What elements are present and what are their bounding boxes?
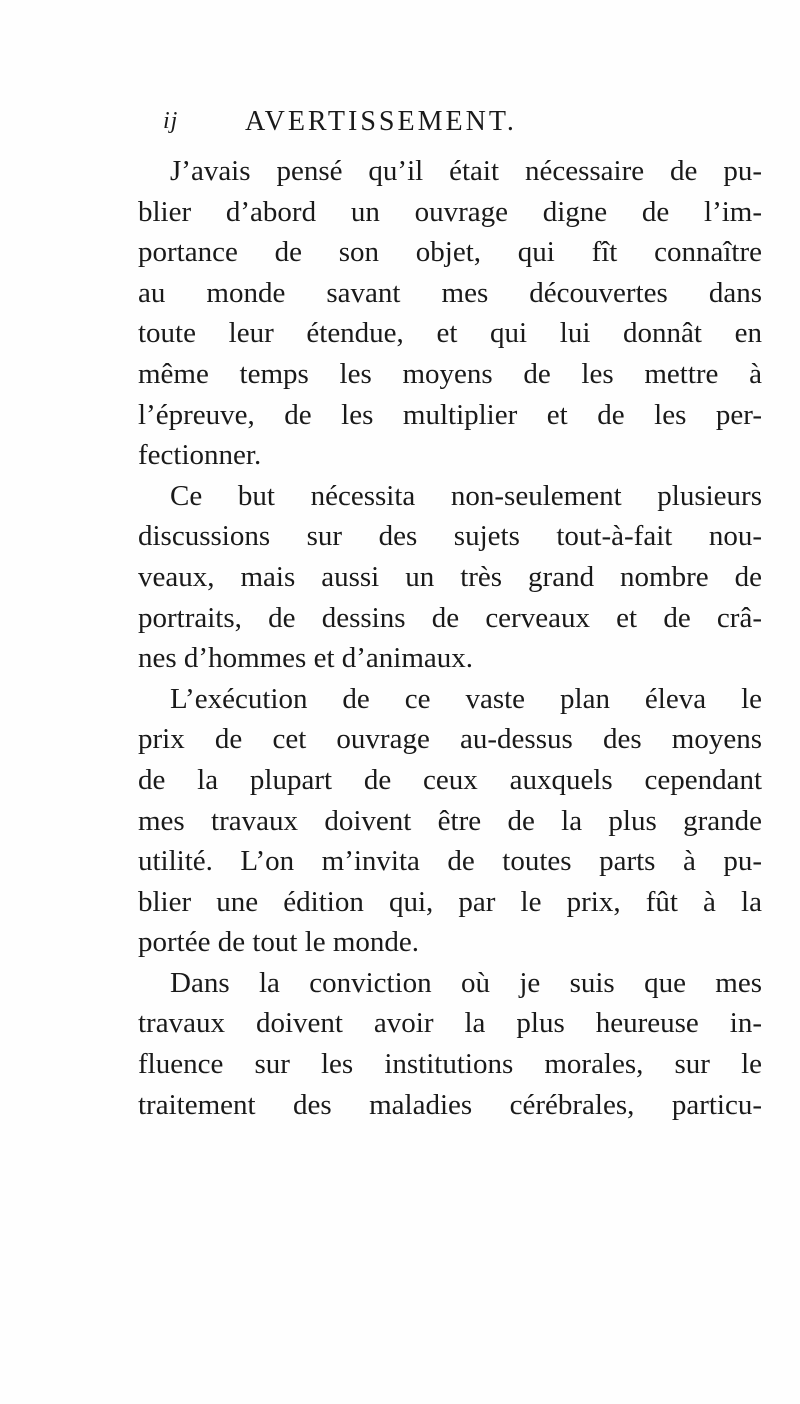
- text-line: portraits, de dessins de cerveaux et de crâ-: [138, 601, 762, 634]
- text-line: utilité. L’on m’invita de toutes parts à pu-: [138, 845, 762, 878]
- text-line: Dans la conviction où je suis que mes: [170, 966, 762, 999]
- text-line: portée de tout le monde.: [138, 926, 420, 959]
- text-line: discussions sur des sujets tout-à-fait nou-: [138, 520, 762, 553]
- text-line: Ce but nécessita non-seulement plusieurs: [170, 479, 762, 512]
- text-line: au monde savant mes découvertes dans: [138, 276, 762, 309]
- text-line: travaux doivent avoir la plus heureuse in-: [138, 1007, 762, 1040]
- text-line: l’épreuve, de les multiplier et de les per-: [138, 398, 762, 431]
- text-line: mes travaux doivent être de la plus grande: [138, 804, 762, 837]
- text-line: blier d’abord un ouvrage digne de l’im-: [138, 195, 762, 228]
- text-line: fluence sur les institutions morales, sur le: [138, 1048, 762, 1081]
- text-line: de la plupart de ceux auxquels cependant: [138, 763, 762, 796]
- page-header: [135, 100, 735, 140]
- page-number: ij: [163, 108, 179, 134]
- text-line: veaux, mais aussi un très grand nombre de: [138, 560, 762, 593]
- text-line: même temps les moyens de les mettre à: [138, 357, 762, 390]
- text-line: L’exécution de ce vaste plan éleva le: [170, 682, 762, 715]
- text-line: nes d’hommes et d’animaux.: [138, 642, 474, 675]
- text-line: J’avais pensé qu’il était nécessaire de pu-: [170, 155, 762, 187]
- text-line: toute leur étendue, et qui lui donnât en: [138, 317, 762, 350]
- text-line: blier une édition qui, par le prix, fût à la: [138, 885, 762, 918]
- running-head: AVERTISSEMENT.: [245, 106, 517, 137]
- body-text: [138, 151, 762, 1125]
- text-line: prix de cet ouvrage au-dessus des moyens: [138, 723, 762, 756]
- text-line: traitement des maladies cérébrales, particu-: [138, 1088, 762, 1121]
- text-line: portance de son objet, qui fît connaître: [138, 236, 762, 269]
- text-line: fectionner.: [138, 439, 262, 472]
